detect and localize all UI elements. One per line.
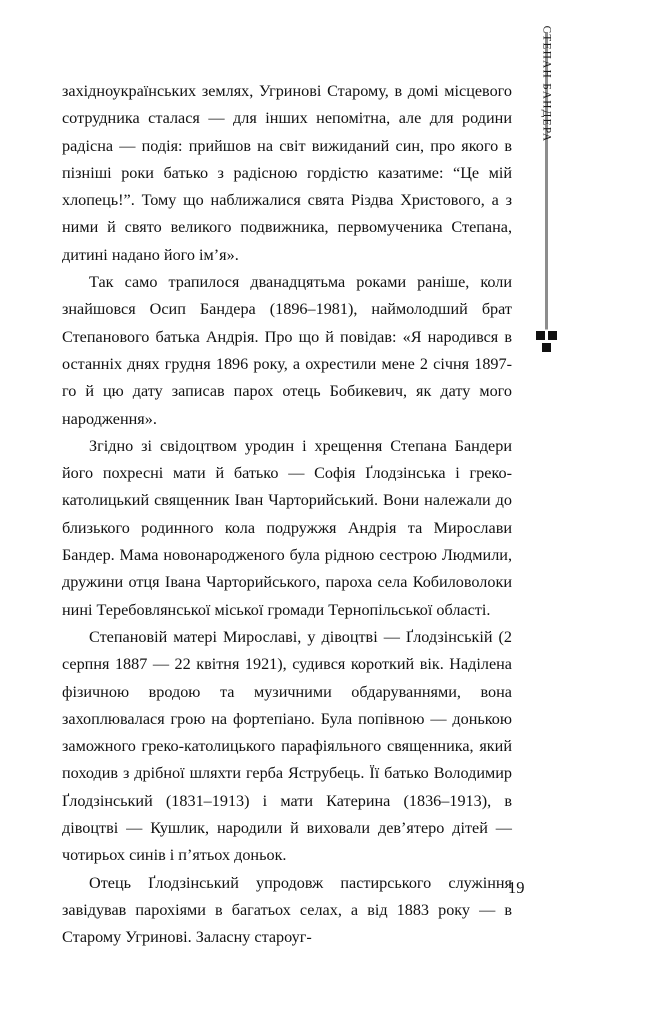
paragraph: Отець Ґлодзінський упродовж пастирського служіння завідував парохіями в багатьох селах, а від 1883 року — в Старому Угринові. Залаcну староуг- <box>62 873 512 947</box>
ornament-square-right <box>548 331 557 340</box>
paragraph: Степановій матері Мирославі, у дівоцтві — Ґлодзінській (2 серпня 1887 — 22 квітня 1921), судився короткий вік. Наділена фізичною вродою та музичними обдаруваннями, вона захоплювалася грою на фортепіано. Була попівною — донькою заможного греко-католицького парафіяльного священника, який походив з дрібної шляхти герба Яструбець. Її батько Володимир Ґлодзінський (1831–1913) і мати Катерина (1836–1913), в дівоцтві — Кушлик, народили й виховали дев’ятеро дітей — чотирьох синів і п’ятьох доньок. <box>62 627 512 865</box>
body-text-column <box>62 78 512 952</box>
ornament-square-bottom <box>542 343 551 352</box>
paragraph: західноукраїнських землях, Угринові Старому, в домі місцевого сотрудника сталася — для інших непомітна, але для родини радісна — подія: прийшов на світ вижиданий син, про якого в пізніші роки батько з радісною гордістю казатиме: “Це мій хлопець!”. Тому що наближалися свята Різдва Христового, а з ними й свято великого подвижника, первомученика Степана, дитині надано його ім’я». <box>62 82 512 264</box>
running-head <box>531 25 561 278</box>
running-head-label: СТЕПАН БАНДЕРА <box>540 25 552 143</box>
paragraph: Згідно зі свідоцтвом уродин і хрещення Степана Бандери його похресні мати й батько — Софія Ґлодзінська і греко-католицький священник Іван Чарторийський. Вони належали до близького родинного кола подружжя Андрія та Мирослави Бандер. Мама новонародженого була рідною сестрою Людмили, дружини отця Івана Чарторийського, пароха села Кобиловолоки нині Теребовлянської міської громади Тернопільської області. <box>62 436 512 619</box>
page-number: 19 <box>508 878 525 897</box>
paragraph: Так само трапилося дванадцятьма роками раніше, коли знайшовся Осип Бандера (1896–1981), наймолодший брат Степанового батька Андрія. Про що й повідав: «Я народився в останніх днях грудня 1896 року, а охрестили мене 2 січня 1897-го й цю дату записав парох отець Бобикевич, як дату мого народження». <box>62 273 512 428</box>
three-squares-ornament-icon <box>532 330 562 356</box>
ornament-square-left <box>536 331 545 340</box>
